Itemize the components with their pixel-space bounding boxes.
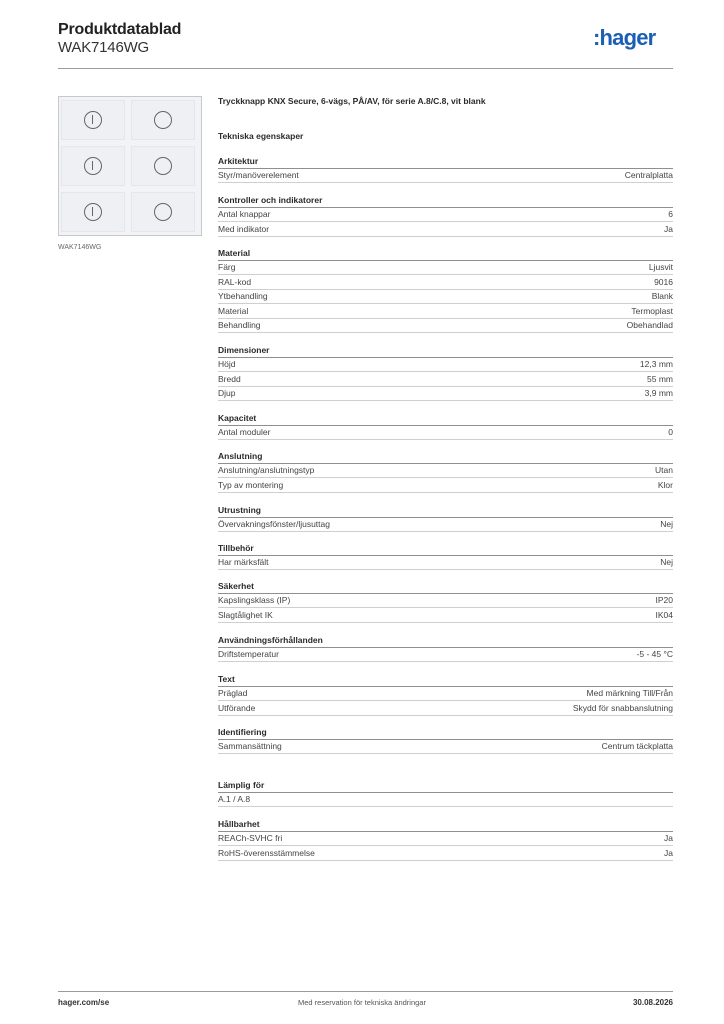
spec-label: Utförande [218, 702, 256, 713]
spec-row [218, 648, 673, 662]
spec-value: Ja [664, 833, 673, 843]
spec-value: Blank [651, 291, 673, 301]
product-caption: WAK7146WG [58, 244, 102, 251]
spec-value: Termoplast [631, 305, 673, 316]
spec-value: Centrum täckplatta [601, 741, 673, 751]
spec-label: Antal knappar [218, 209, 271, 219]
spec-label: A.1 / A.8 [218, 794, 251, 804]
spec-row [218, 609, 673, 623]
spec-row [218, 556, 673, 570]
section-heading: Kontroller och indikatorer [218, 195, 323, 205]
section-heading: Lämplig för [218, 780, 265, 790]
spec-value: -5 - 45 °C [636, 649, 673, 659]
spec-value: Utan [655, 465, 673, 475]
section-heading: Anslutning [218, 451, 263, 461]
power-off-icon [154, 203, 172, 221]
spec-row [218, 594, 673, 608]
spec-label: Övervakningsfönster/ljusuttag [218, 519, 330, 529]
section-heading: Text [218, 674, 235, 684]
footer-website: hager.com/se [58, 998, 110, 1007]
spec-value: Med märkning Till/Från [586, 688, 673, 698]
section-heading: Säkerhet [218, 581, 254, 591]
spec-value: Nej [660, 557, 673, 567]
spec-value: Klor [657, 479, 673, 490]
spec-label: Höjd [218, 359, 236, 369]
spec-row [218, 464, 673, 478]
spec-label: Präglad [218, 688, 248, 698]
hager-logo: :hager [593, 25, 656, 50]
rocker-cell [61, 192, 125, 232]
product-main-title: Tryckknapp KNX Secure, 6-vägs, PÅ/AV, för serie A.8/C.8, vit blank [218, 96, 486, 106]
spec-value: 6 [668, 209, 673, 219]
spec-row [218, 702, 673, 716]
spec-value: Ja [664, 223, 673, 234]
document-title: Produktdatablad [58, 21, 182, 38]
spec-label: Anslutning/anslutningstyp [218, 465, 315, 475]
power-on-icon [84, 157, 102, 175]
spec-label: REACh-SVHC fri [218, 833, 283, 843]
spec-value: IP20 [655, 595, 673, 605]
spec-row [218, 276, 673, 290]
spec-row [218, 373, 673, 387]
rocker-cell [131, 192, 195, 232]
spec-row [218, 518, 673, 532]
rocker-cell [61, 146, 125, 186]
spec-label: Styr/manöverelement [218, 170, 299, 180]
spec-value: Obehandlad [626, 320, 673, 330]
spec-value: Centralplatta [624, 170, 673, 180]
spec-value: 3,9 mm [644, 388, 673, 398]
rocker-cell [61, 100, 125, 140]
section-heading: Material [218, 248, 251, 258]
spec-value: Skydd för snabbanslutning [572, 702, 673, 713]
section-heading: Tillbehör [218, 543, 254, 553]
spec-value: 55 mm [647, 373, 673, 384]
spec-row [218, 169, 673, 183]
rocker-cell [131, 146, 195, 186]
power-on-icon [84, 111, 102, 129]
spec-label: Typ av montering [218, 479, 284, 490]
spec-row [218, 319, 673, 333]
document-subtitle: WAK7146WG [58, 39, 150, 56]
footer-date: 30.08.2026 [632, 998, 673, 1007]
header-divider [58, 68, 673, 69]
spec-value: IK04 [655, 609, 673, 620]
section-heading: Användningsförhållanden [218, 635, 323, 645]
spec-row [218, 847, 673, 861]
spec-value: Nej [660, 519, 673, 529]
spec-value: Ja [664, 847, 673, 858]
spec-label: Bredd [218, 373, 241, 384]
spec-label: Med indikator [218, 223, 270, 234]
spec-row [218, 261, 673, 275]
footer-note: Med reservation för tekniska ändringar [298, 998, 426, 1007]
product-image [58, 96, 202, 236]
footer-divider [58, 991, 673, 992]
spec-row [218, 290, 673, 304]
spec-value: Ljusvit [648, 262, 673, 272]
spec-row [218, 305, 673, 319]
spec-row [218, 793, 673, 807]
spec-row [218, 687, 673, 701]
section-heading: Utrustning [218, 505, 261, 515]
spec-label: Sammansättning [218, 741, 282, 751]
section-heading: Hållbarhet [218, 819, 260, 829]
section-heading: Kapacitet [218, 413, 257, 423]
spec-row [218, 208, 673, 222]
spec-label: Driftstemperatur [218, 649, 279, 659]
spec-label: Antal moduler [218, 427, 271, 437]
spec-row [218, 426, 673, 440]
technical-properties-title: Tekniska egenskaper [218, 131, 304, 141]
spec-value: 12,3 mm [639, 359, 673, 369]
spec-row [218, 740, 673, 754]
spec-value: 9016 [654, 276, 673, 287]
rocker-cell [131, 100, 195, 140]
spec-label: Slagtålighet IK [218, 609, 273, 620]
spec-label: RoHS-överensstämmelse [218, 847, 315, 858]
spec-row [218, 387, 673, 401]
spec-value: 0 [668, 427, 673, 437]
spec-label: Ytbehandling [218, 291, 268, 301]
spec-row [218, 358, 673, 372]
spec-label: Djup [218, 388, 236, 398]
spec-label: Material [218, 305, 249, 316]
spec-row [218, 832, 673, 846]
section-heading: Identifiering [218, 727, 267, 737]
spec-label: Färg [218, 262, 236, 272]
spec-label: RAL-kod [218, 276, 252, 287]
spec-label: Behandling [218, 320, 261, 330]
spec-label: Har märksfält [218, 557, 269, 567]
section-heading: Arkitektur [218, 156, 259, 166]
power-off-icon [154, 157, 172, 175]
spec-row [218, 223, 673, 237]
spec-label: Kapslingsklass (IP) [218, 595, 291, 605]
spec-row [218, 479, 673, 493]
section-heading: Dimensioner [218, 345, 270, 355]
power-on-icon [84, 203, 102, 221]
power-off-icon [154, 111, 172, 129]
